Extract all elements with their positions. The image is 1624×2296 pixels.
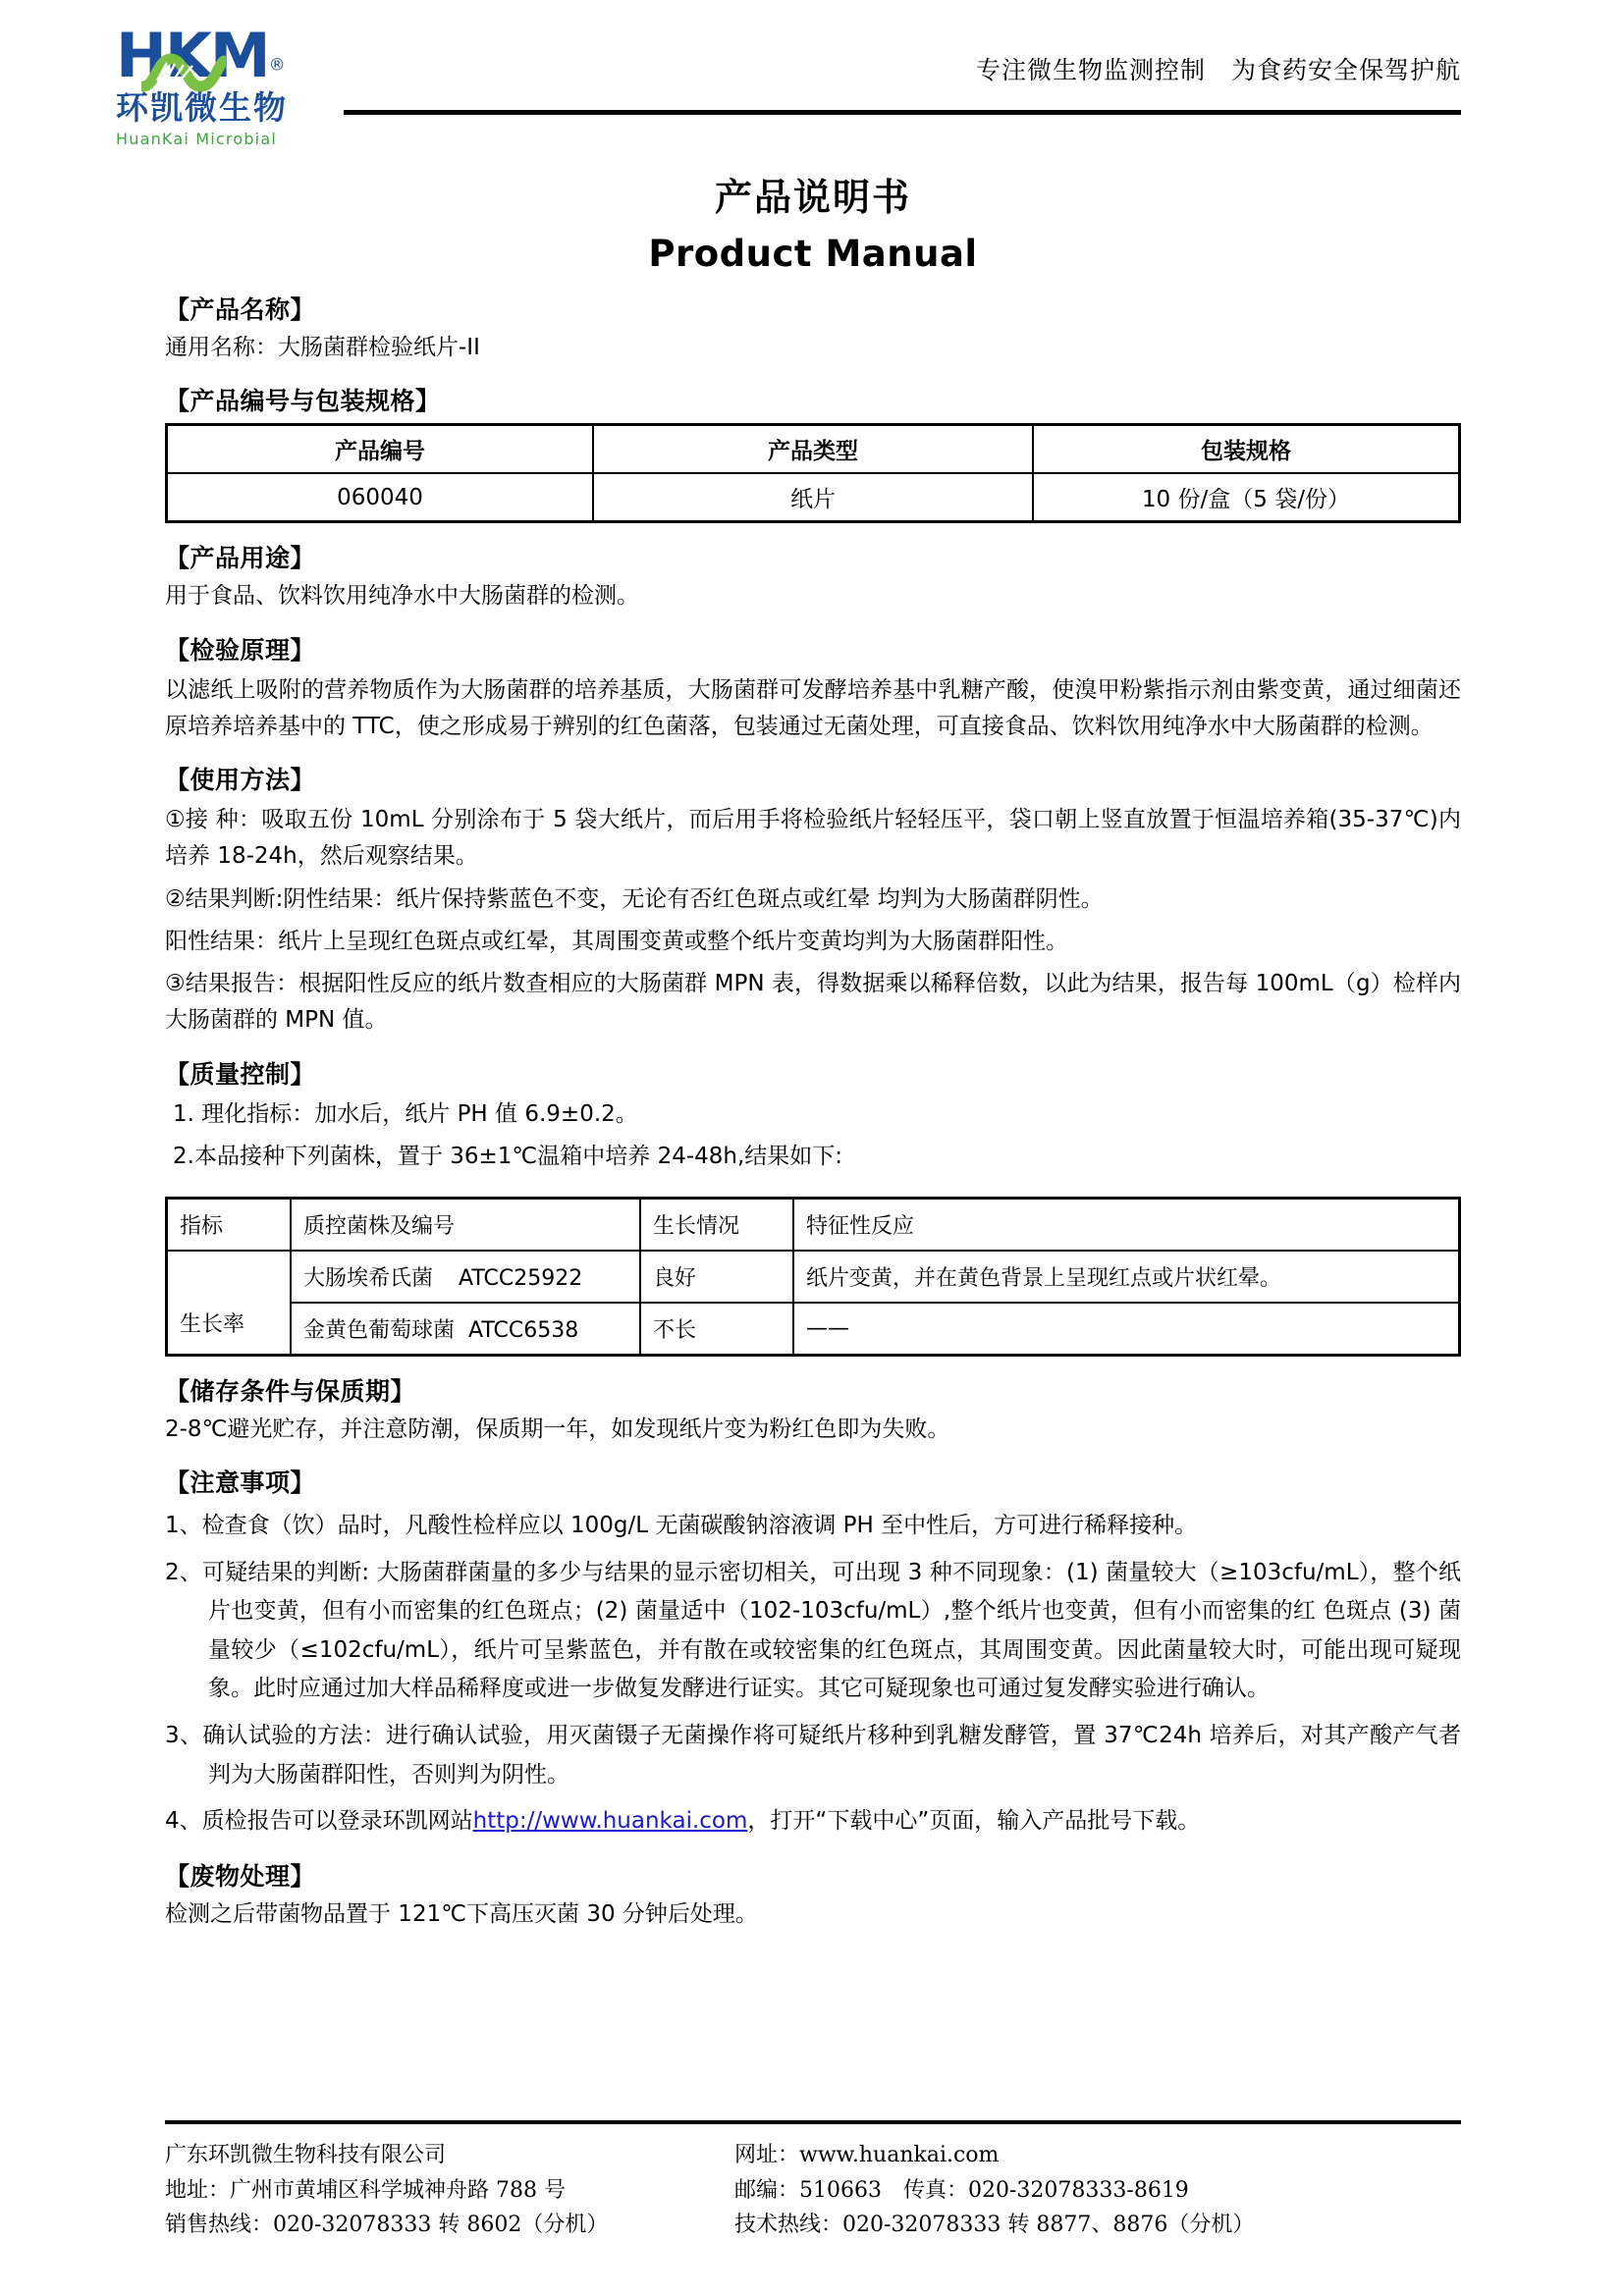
cell-growth-2: 不长 bbox=[640, 1303, 793, 1356]
quality-control-table bbox=[165, 1197, 1461, 1357]
strain-name-1: 大肠埃希氏菌 bbox=[303, 1266, 434, 1291]
cell-strain-2 bbox=[291, 1303, 640, 1356]
qc-item-2: 2.本品接种下列菌株，置于 36±1℃温箱中培养 24-48h,结果如下: bbox=[173, 1143, 843, 1169]
table-row bbox=[167, 1303, 1460, 1356]
registered-trademark-icon: ® bbox=[268, 55, 286, 76]
purpose-text: 用于食品、饮料饮用纯净水中大肠菌群的检测。 bbox=[165, 583, 639, 610]
section-heading-product-name: 【产品名称】 bbox=[165, 295, 316, 324]
waste-text: 检测之后带菌物品置于 121℃下高压灭菌 30 分钟后处理。 bbox=[165, 1900, 758, 1927]
column-header-reaction: 特征性反应 bbox=[793, 1199, 1460, 1252]
strain-name-2: 金黄色葡萄球菌 bbox=[303, 1318, 456, 1343]
cell-package-spec: 10 份/盒（5 袋/份） bbox=[1033, 473, 1460, 522]
section-heading-usage: 【使用方法】 bbox=[165, 766, 316, 794]
table-header-row bbox=[167, 1199, 1460, 1252]
footer-company-name: 广东环凯微生物科技有限公司 bbox=[165, 2143, 447, 2167]
column-header-strain: 质控菌株及编号 bbox=[291, 1199, 640, 1252]
cell-reaction-2: —— bbox=[793, 1303, 1460, 1356]
column-header-type: 产品类型 bbox=[593, 425, 1033, 474]
tagline-right: 为食药安全保驾护航 bbox=[1230, 56, 1461, 84]
table-header-row bbox=[167, 425, 1460, 474]
cell-growth-1: 良好 bbox=[640, 1251, 793, 1303]
table-row bbox=[167, 1251, 1460, 1303]
strain-code-2: ATCC6538 bbox=[468, 1318, 579, 1343]
usage-item-1: ①接 种：吸取五份 10mL 分别涂布于 5 袋大纸片，而后用手将检验纸片轻轻压平，袋口朝上竖直放置于恒温培养箱(35-37℃)内培养 18-24h，然后观察结果。 bbox=[165, 807, 1461, 870]
storage-text: 2-8℃避光贮存，并注意防潮，保质期一年，如发现纸片变为粉红色即为失败。 bbox=[165, 1416, 950, 1442]
page-title-cn: 产品说明书 bbox=[714, 176, 911, 219]
footer-sales-hotline: 销售热线：020-32078333 转 8602（分机） bbox=[165, 2213, 609, 2238]
precaution-4-suffix: ，打开“下载中心”页面，输入产品批号下载。 bbox=[747, 1808, 1201, 1835]
section-heading-purpose: 【产品用途】 bbox=[165, 544, 316, 573]
company-logo bbox=[116, 20, 430, 148]
precaution-item-2: 2、可疑结果的判断: 大肠菌群菌量的多少与结果的显示密切相关，可出现 3 种不同现象：(1) 菌量较大（≥103cfu/mL），整个纸片也变黄，但有小而密集的红色斑点；(2) 菌量适中（102-103cfu/mL）,整个纸片也变黄，但有小而密集的红 色斑点 (3) 菌量较少（≤102cfu/mL），纸片可呈紫蓝色，并有散在或较密集的红色斑点，其周围变黄。因此菌量较大时，可能出现可疑现象。此时应通过加大样品稀释度或进一步做复发酵进行证实。其它可疑现象也可通过复发酵实验进行确认。 bbox=[165, 1559, 1461, 1702]
footer-postcode-fax bbox=[734, 2173, 1461, 2209]
section-heading-quality-control: 【质量控制】 bbox=[165, 1059, 316, 1089]
footer-divider bbox=[165, 2120, 1461, 2124]
footer-right-column bbox=[734, 2138, 1461, 2243]
header-divider bbox=[344, 110, 1461, 115]
page-title-en: Product Manual bbox=[648, 233, 978, 275]
strain-code-1: ATCC25922 bbox=[459, 1266, 583, 1291]
header-tagline bbox=[976, 51, 1461, 86]
section-heading-spec: 【产品编号与包装规格】 bbox=[165, 387, 441, 416]
huankai-website-link[interactable]: http://www.huankai.com bbox=[472, 1808, 748, 1835]
section-heading-principle: 【检验原理】 bbox=[165, 635, 316, 665]
section-heading-storage: 【储存条件与保质期】 bbox=[165, 1377, 416, 1406]
logo-english-name: HuanKai Microbial bbox=[116, 130, 277, 148]
column-header-growth: 生长情况 bbox=[640, 1199, 793, 1252]
section-heading-precautions: 【注意事项】 bbox=[165, 1468, 316, 1498]
precaution-item-1: 1、检查食（饮）品时，凡酸性检样应以 100g/L 无菌碳酸钠溶液调 PH 至中性后，方可进行稀释接种。 bbox=[165, 1513, 1198, 1539]
column-header-indicator: 指标 bbox=[167, 1199, 292, 1252]
footer-fax: 传真：020-32078333-8619 bbox=[902, 2177, 1189, 2203]
precaution-item-4 bbox=[165, 1802, 1461, 1842]
usage-item-3: 阳性结果：纸片上呈现红色斑点或红晕，其周围变黄或整个纸片变黄均判为大肠菌群阳性。 bbox=[165, 928, 1068, 954]
footer-website: 网址：www.huankai.com bbox=[734, 2143, 1000, 2167]
logo-wordmark: HKM bbox=[116, 20, 269, 91]
logo-chinese-name: 环凯微生物 bbox=[116, 88, 288, 127]
column-header-code: 产品编号 bbox=[167, 425, 594, 474]
qc-item-1: 1. 理化指标：加水后，纸片 PH 值 6.9±0.2。 bbox=[173, 1100, 638, 1127]
document-body bbox=[116, 0, 1461, 1935]
cell-product-code: 060040 bbox=[167, 473, 594, 522]
spec-table bbox=[165, 423, 1461, 523]
usage-item-2: ②结果判断:阴性结果：纸片保持紫蓝色不变，无论有否红色斑点或红晕 均判为大肠菌群阴性。 bbox=[165, 885, 1104, 912]
tagline-left: 专注微生物监测控制 bbox=[975, 56, 1206, 84]
cell-strain-1 bbox=[291, 1251, 640, 1303]
footer-left-column bbox=[165, 2138, 734, 2243]
column-header-package: 包装规格 bbox=[1033, 425, 1460, 474]
section-heading-waste: 【废物处理】 bbox=[165, 1861, 316, 1891]
cell-reaction-1: 纸片变黄，并在黄色背景上呈现红点或片状红晕。 bbox=[793, 1251, 1460, 1303]
page-footer bbox=[165, 2120, 1461, 2243]
cell-indicator-growth-rate: 生长率 bbox=[167, 1251, 292, 1356]
footer-postcode: 邮编：510663 bbox=[734, 2177, 882, 2203]
product-generic-name: 通用名称：大肠菌群检验纸片-II bbox=[165, 335, 480, 360]
table-row bbox=[167, 473, 1460, 522]
footer-tech-hotline: 技术热线：020-32078333 转 8877、8876（分机） bbox=[734, 2213, 1255, 2238]
footer-address: 地址：广州市黄埔区科学城神舟路 788 号 bbox=[165, 2177, 566, 2203]
usage-item-4: ③结果报告：根据阳性反应的纸片数查相应的大肠菌群 MPN 表，得数据乘以稀释倍数，以此为结果，报告每 100mL（g）检样内大肠菌群的 MPN 值。 bbox=[165, 971, 1461, 1034]
precaution-4-prefix: 4、质检报告可以登录环凯网站 bbox=[165, 1808, 473, 1835]
cell-product-type: 纸片 bbox=[593, 473, 1033, 522]
footer-columns bbox=[165, 2138, 1461, 2243]
principle-text: 以滤纸上吸附的营养物质作为大肠菌群的培养基质，大肠菌群可发酵培养基中乳糖产酸，使溴甲粉紫指示剂由紫变黄，通过细菌还原培养培养基中的 TTC，使之形成易于辨别的红色菌落，包装通过无菌处理，可直接食品、饮料饮用纯净水中大肠菌群的检测。 bbox=[165, 676, 1461, 739]
page-header bbox=[116, 0, 1461, 148]
precaution-item-3: 3、确认试验的方法：进行确认试验，用灭菌镊子无菌操作将可疑纸片移种到乳糖发酵管，置 37℃24h 培养后，对其产酸产气者判为大肠菌群阳性，否则判为阴性。 bbox=[165, 1722, 1461, 1788]
